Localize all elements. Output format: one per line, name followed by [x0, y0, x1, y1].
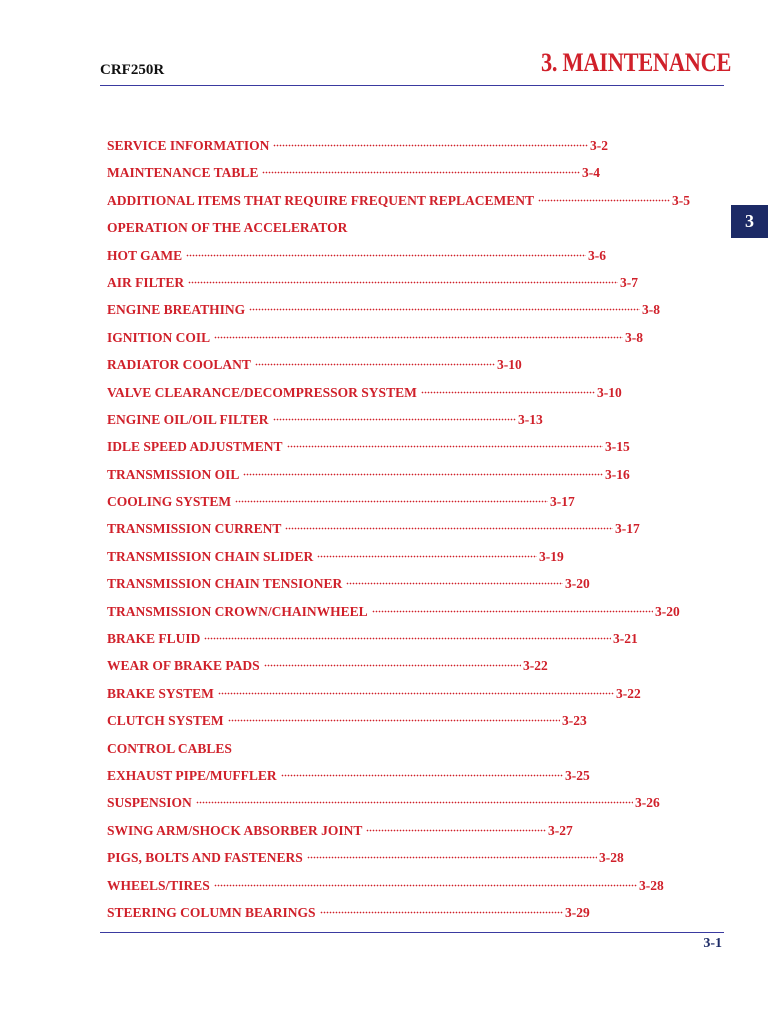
toc-entry-page: 3-6: [588, 247, 606, 263]
toc-entry-title: TRANSMISSION CURRENT: [107, 518, 284, 539]
toc-entry-title: WEAR OF BRAKE PADS: [107, 655, 263, 676]
dot-leader: [218, 689, 614, 698]
toc-entry-page: 3-21: [613, 631, 638, 647]
toc-entry-page: 3-28: [599, 850, 624, 866]
toc-entry-title: WHEELS/TIRES: [107, 875, 213, 896]
model-name: CRF250R: [100, 62, 165, 78]
toc-entry-title: PIGS, BOLTS AND FASTENERS: [107, 847, 306, 868]
dot-leader: [204, 634, 611, 643]
dot-leader: [538, 196, 670, 205]
toc-entry-title: AIR FILTER: [107, 272, 187, 293]
dot-leader: [214, 881, 637, 890]
toc-entry-page: 3-26: [635, 795, 660, 811]
dot-leader: [228, 716, 560, 725]
toc-entry-page: 3-15: [605, 439, 630, 455]
dot-leader: [273, 141, 588, 150]
dot-leader: [255, 360, 495, 369]
chapter-tab: 3: [731, 205, 768, 238]
toc-entry-title: BRAKE SYSTEM: [107, 683, 217, 704]
toc-entry-title: MAINTENANCE TABLE: [107, 162, 261, 183]
toc-entry-page: 3-27: [548, 822, 573, 838]
toc-entry-title: SWING ARM/SHOCK ABSORBER JOINT: [107, 820, 365, 841]
toc-entry-page: 3-2: [590, 138, 608, 153]
dot-leader: [235, 497, 548, 506]
dot-leader: [264, 661, 521, 670]
dot-leader: [196, 798, 633, 807]
dot-leader: [214, 333, 623, 342]
dot-leader: [317, 552, 537, 561]
toc-entry-page: 3-22: [523, 658, 548, 674]
toc-entry-title: STEERING COLUMN BEARINGS: [107, 902, 319, 923]
dot-leader: [188, 278, 618, 287]
dot-leader: [372, 607, 653, 616]
dot-leader: [307, 853, 597, 862]
toc-entry-title: ADDITIONAL ITEMS THAT REQUIRE FREQUENT REPLACEMENT: [107, 190, 537, 211]
toc-entry-title: IDLE SPEED ADJUSTMENT: [107, 436, 286, 457]
toc-entry-page: 3-29: [565, 904, 590, 920]
toc-entry-title: TRANSMISSION CROWN/CHAINWHEEL: [107, 601, 371, 622]
toc-entry-page: 3-23: [562, 713, 587, 729]
toc-entry-title: IGNITION COIL: [107, 327, 213, 348]
toc-entry-page: 3-5: [672, 192, 690, 208]
toc-entry-page: 3-20: [565, 576, 590, 592]
toc-entry-title: COOLING SYSTEM: [107, 491, 234, 512]
dot-leader: [281, 771, 563, 780]
dot-leader: [320, 908, 563, 917]
toc-entry-title: ENGINE BREATHING: [107, 299, 248, 320]
dot-leader: [243, 470, 603, 479]
toc-entry-page: 3-28: [639, 877, 664, 893]
toc-entry-title: BRAKE FLUID: [107, 628, 203, 649]
toc-entry-page: 3-25: [565, 767, 590, 783]
header-divider: [100, 85, 724, 86]
dot-leader: [262, 168, 580, 177]
dot-leader: [273, 415, 516, 424]
toc-entry-page: 3-17: [550, 494, 575, 510]
toc-entry-page: 3-4: [582, 165, 600, 181]
page-number: 3-1: [703, 936, 722, 951]
toc-entry-title: TRANSMISSION OIL: [107, 464, 242, 485]
toc-entry-title: CLUTCH SYSTEM: [107, 710, 227, 731]
toc-entry-title: CONTROL CABLES: [107, 738, 235, 759]
dot-leader: [366, 826, 546, 835]
dot-leader: [186, 251, 586, 260]
toc-entry-page: 3-7: [620, 274, 638, 290]
toc-entry-page: 3-13: [518, 411, 543, 427]
toc-entry-title: VALVE CLEARANCE/DECOMPRESSOR SYSTEM: [107, 382, 420, 403]
dot-leader: [346, 579, 563, 588]
toc-entry-title: SERVICE INFORMATION: [107, 135, 272, 156]
toc-entry-page: 3-22: [616, 685, 641, 701]
toc-entry-page: 3-20: [655, 603, 680, 619]
chapter-title: 3. MAINTENANCE: [540, 48, 731, 77]
toc-entry-page: 3-17: [615, 521, 640, 537]
toc-entry-title: RADIATOR COOLANT: [107, 354, 254, 375]
toc-entry-page: 3-10: [597, 384, 622, 400]
footer-divider: [100, 932, 724, 933]
toc-entry-page: 3-10: [497, 357, 522, 373]
toc-entry-title: TRANSMISSION CHAIN SLIDER: [107, 546, 316, 567]
dot-leader: [421, 388, 595, 397]
dot-leader: [285, 524, 613, 533]
toc-entry-title: HOT GAME: [107, 245, 185, 266]
toc-entry-title: SUSPENSION: [107, 792, 195, 813]
toc-entry-page: 3-16: [605, 466, 630, 482]
toc-entry-title: TRANSMISSION CHAIN TENSIONER: [107, 573, 345, 594]
toc-entry-page: 3-8: [625, 329, 643, 345]
dot-leader: [287, 442, 603, 451]
toc-entry-page: 3-8: [642, 302, 660, 318]
toc-entry-title: ENGINE OIL/OIL FILTER: [107, 409, 272, 430]
toc-entry-title: EXHAUST PIPE/MUFFLER: [107, 765, 280, 786]
dot-leader: [249, 305, 640, 314]
toc-entry-title: OPERATION OF THE ACCELERATOR: [107, 217, 350, 238]
toc-entry-page: 3-19: [539, 548, 564, 564]
